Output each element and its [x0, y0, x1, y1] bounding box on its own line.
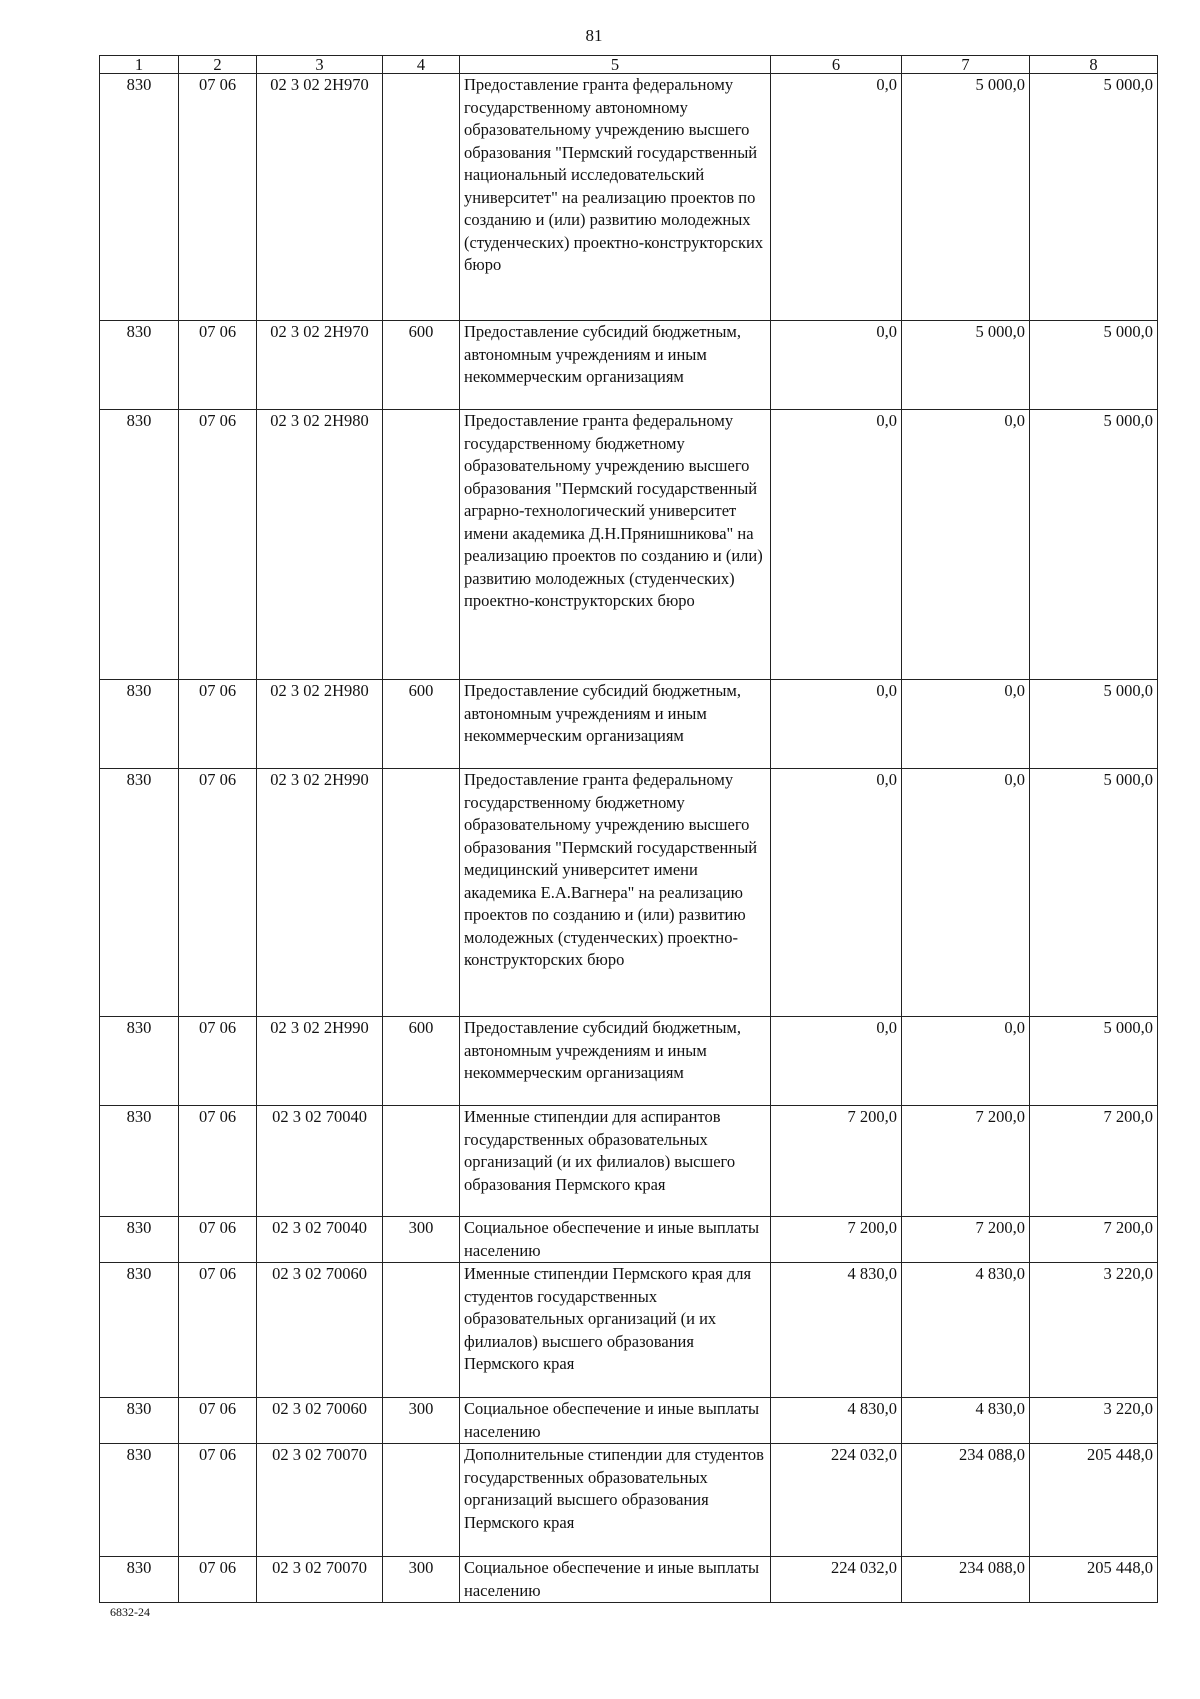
amount-year-2: 7 200,0 [902, 1106, 1030, 1217]
expense-type: 600 [383, 321, 460, 410]
amount-year-3: 5 000,0 [1030, 680, 1158, 769]
target-article: 02 3 02 2Н980 [257, 680, 383, 769]
section-code: 07 06 [179, 1017, 257, 1106]
description: Социальное обеспечение и иные выплаты населению [460, 1217, 771, 1263]
amount-year-2: 7 200,0 [902, 1217, 1030, 1263]
section-code: 07 06 [179, 680, 257, 769]
expense-type [383, 1263, 460, 1398]
description: Предоставление субсидий бюджетным, автономным учреждениям и иным некоммерческим организациям [460, 321, 771, 410]
target-article: 02 3 02 2Н980 [257, 410, 383, 680]
description: Социальное обеспечение и иные выплаты населению [460, 1398, 771, 1444]
expense-type: 600 [383, 1017, 460, 1106]
amount-year-3: 5 000,0 [1030, 1017, 1158, 1106]
amount-year-3: 7 200,0 [1030, 1217, 1158, 1263]
column-header: 2 [179, 56, 257, 74]
amount-year-1: 4 830,0 [771, 1398, 902, 1444]
department-code: 830 [100, 1263, 179, 1398]
amount-year-3: 5 000,0 [1030, 74, 1158, 321]
amount-year-1: 0,0 [771, 410, 902, 680]
column-header: 7 [902, 56, 1030, 74]
section-code: 07 06 [179, 1217, 257, 1263]
target-article: 02 3 02 70070 [257, 1557, 383, 1603]
department-code: 830 [100, 769, 179, 1017]
amount-year-2: 5 000,0 [902, 321, 1030, 410]
section-code: 07 06 [179, 1398, 257, 1444]
section-code: 07 06 [179, 321, 257, 410]
department-code: 830 [100, 410, 179, 680]
section-code: 07 06 [179, 410, 257, 680]
amount-year-2: 234 088,0 [902, 1557, 1030, 1603]
amount-year-1: 0,0 [771, 769, 902, 1017]
amount-year-1: 224 032,0 [771, 1557, 902, 1603]
table-row [100, 1106, 1158, 1217]
target-article: 02 3 02 2Н990 [257, 1017, 383, 1106]
amount-year-1: 0,0 [771, 321, 902, 410]
amount-year-2: 234 088,0 [902, 1444, 1030, 1557]
amount-year-2: 0,0 [902, 410, 1030, 680]
target-article: 02 3 02 2Н990 [257, 769, 383, 1017]
table-row [100, 1217, 1158, 1263]
expense-type [383, 1444, 460, 1557]
description: Предоставление гранта федеральному государственному бюджетному образовательному учреждению высшего образования "Пермский государственный аграрно-технологический университет имени академика Д.Н.Прянишникова" на реализацию проектов по созданию и (или) развитию молодежных (студенческих) проектно-конструкторских бюро [460, 410, 771, 680]
amount-year-3: 205 448,0 [1030, 1444, 1158, 1557]
amount-year-2: 5 000,0 [902, 74, 1030, 321]
description: Именные стипендии для аспирантов государственных образовательных организаций (и их филиалов) высшего образования Пермского края [460, 1106, 771, 1217]
department-code: 830 [100, 1444, 179, 1557]
column-header: 4 [383, 56, 460, 74]
table-row [100, 680, 1158, 769]
target-article: 02 3 02 70070 [257, 1444, 383, 1557]
amount-year-1: 7 200,0 [771, 1106, 902, 1217]
expense-type: 300 [383, 1217, 460, 1263]
target-article: 02 3 02 70060 [257, 1398, 383, 1444]
description: Предоставление субсидий бюджетным, автономным учреждениям и иным некоммерческим организациям [460, 680, 771, 769]
table-row [100, 1017, 1158, 1106]
description: Предоставление субсидий бюджетным, автономным учреждениям и иным некоммерческим организациям [460, 1017, 771, 1106]
expense-type: 300 [383, 1557, 460, 1603]
amount-year-2: 4 830,0 [902, 1398, 1030, 1444]
amount-year-3: 3 220,0 [1030, 1398, 1158, 1444]
department-code: 830 [100, 1106, 179, 1217]
table-row [100, 1398, 1158, 1444]
amount-year-1: 7 200,0 [771, 1217, 902, 1263]
department-code: 830 [100, 321, 179, 410]
department-code: 830 [100, 1017, 179, 1106]
expense-type: 300 [383, 1398, 460, 1444]
target-article: 02 3 02 70040 [257, 1106, 383, 1217]
budget-table [99, 55, 1158, 1603]
expense-type: 600 [383, 680, 460, 769]
section-code: 07 06 [179, 74, 257, 321]
table-row [100, 1557, 1158, 1603]
department-code: 830 [100, 1217, 179, 1263]
amount-year-2: 0,0 [902, 680, 1030, 769]
department-code: 830 [100, 1398, 179, 1444]
amount-year-2: 4 830,0 [902, 1263, 1030, 1398]
expense-type [383, 410, 460, 680]
section-code: 07 06 [179, 1444, 257, 1557]
table-row [100, 1263, 1158, 1398]
target-article: 02 3 02 70040 [257, 1217, 383, 1263]
description: Дополнительные стипендии для студентов государственных образовательных организаций высшего образования Пермского края [460, 1444, 771, 1557]
description: Именные стипендии Пермского края для студентов государственных образовательных организаций (и их филиалов) высшего образования Пермского края [460, 1263, 771, 1398]
target-article: 02 3 02 2Н970 [257, 321, 383, 410]
section-code: 07 06 [179, 1263, 257, 1398]
description: Предоставление гранта федеральному государственному автономному образовательному учреждению высшего образования "Пермский государственный национальный исследовательский университет" на реализацию проектов по созданию и (или) развитию молодежных (студенческих) проектно-конструкторских бюро [460, 74, 771, 321]
section-code: 07 06 [179, 1106, 257, 1217]
expense-type [383, 74, 460, 321]
description: Предоставление гранта федеральному государственному бюджетному образовательному учреждению высшего образования "Пермский государственный медицинский университет имени академика Е.А.Вагнера" на реализацию проектов по созданию и (или) развитию молодежных (студенческих) проектно-конструкторских бюро [460, 769, 771, 1017]
table-row [100, 74, 1158, 321]
expense-type [383, 1106, 460, 1217]
description: Социальное обеспечение и иные выплаты населению [460, 1557, 771, 1603]
amount-year-3: 5 000,0 [1030, 769, 1158, 1017]
amount-year-3: 5 000,0 [1030, 321, 1158, 410]
column-header: 6 [771, 56, 902, 74]
amount-year-1: 0,0 [771, 1017, 902, 1106]
table-row [100, 410, 1158, 680]
target-article: 02 3 02 70060 [257, 1263, 383, 1398]
document-code: 6832-24 [110, 1605, 150, 1619]
department-code: 830 [100, 1557, 179, 1603]
table-row [100, 321, 1158, 410]
column-header: 5 [460, 56, 771, 74]
amount-year-3: 5 000,0 [1030, 410, 1158, 680]
table-row [100, 1444, 1158, 1557]
department-code: 830 [100, 74, 179, 321]
department-code: 830 [100, 680, 179, 769]
column-header: 3 [257, 56, 383, 74]
column-header: 8 [1030, 56, 1158, 74]
amount-year-2: 0,0 [902, 769, 1030, 1017]
amount-year-1: 224 032,0 [771, 1444, 902, 1557]
amount-year-3: 205 448,0 [1030, 1557, 1158, 1603]
amount-year-3: 7 200,0 [1030, 1106, 1158, 1217]
target-article: 02 3 02 2Н970 [257, 74, 383, 321]
expense-type [383, 769, 460, 1017]
amount-year-3: 3 220,0 [1030, 1263, 1158, 1398]
column-number-row [100, 56, 1158, 74]
section-code: 07 06 [179, 769, 257, 1017]
amount-year-1: 4 830,0 [771, 1263, 902, 1398]
column-header: 1 [100, 56, 179, 74]
amount-year-2: 0,0 [902, 1017, 1030, 1106]
table-row [100, 769, 1158, 1017]
amount-year-1: 0,0 [771, 680, 902, 769]
section-code: 07 06 [179, 1557, 257, 1603]
amount-year-1: 0,0 [771, 74, 902, 321]
page-number: 81 [585, 26, 603, 45]
